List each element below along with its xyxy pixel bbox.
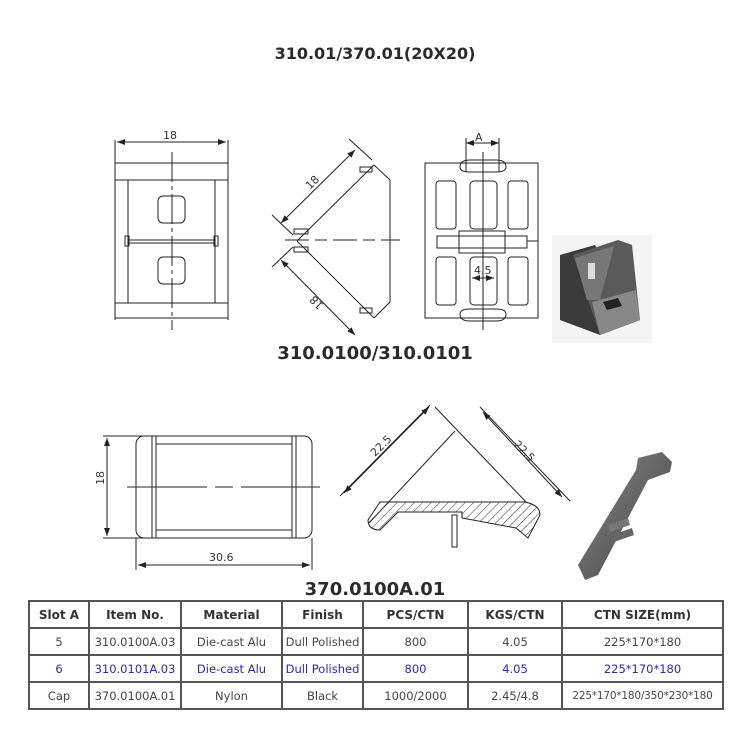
dim-cap-left: 22.5 bbox=[367, 432, 395, 460]
header-slot-a: Slot A bbox=[29, 601, 89, 628]
header-material: Material bbox=[181, 601, 282, 628]
cell-kgs: 4.05 bbox=[468, 655, 562, 682]
dim-side-bottom: 18 bbox=[307, 292, 327, 312]
cell-ctn-size: 225*170*180/350*230*180 bbox=[562, 682, 723, 709]
cell-kgs: 4.05 bbox=[468, 628, 562, 655]
dim-slot-a: A bbox=[475, 131, 483, 144]
page-title: 310.01/370.01(20X20) bbox=[274, 44, 476, 63]
dim-side-top: 18 bbox=[302, 173, 323, 193]
top-view-drawing bbox=[425, 138, 538, 330]
table-row bbox=[29, 682, 723, 709]
cell-material: Nylon bbox=[181, 682, 282, 709]
bracket-photo bbox=[552, 235, 652, 343]
cell-item-no: 370.0100A.01 bbox=[89, 682, 181, 709]
header-ctn-size: CTN SIZE(mm) bbox=[562, 601, 723, 628]
table-row bbox=[29, 655, 723, 682]
header-pcs-ctn: PCS/CTN bbox=[363, 601, 468, 628]
bracket-title: 310.0100/310.0101 bbox=[277, 343, 473, 364]
cell-ctn-size: 225*170*180 bbox=[562, 655, 723, 682]
cell-pcs: 800 bbox=[363, 628, 468, 655]
cell-pcs: 800 bbox=[363, 655, 468, 682]
spec-table bbox=[28, 600, 724, 710]
cell-slot: 5 bbox=[29, 628, 89, 655]
table-row bbox=[29, 628, 723, 655]
dim-cap-length: 30.6 bbox=[209, 551, 234, 564]
cell-slot: 6 bbox=[29, 655, 89, 682]
header-kgs-ctn: KGS/CTN bbox=[468, 601, 562, 628]
cell-material: Die-cast Alu bbox=[181, 655, 282, 682]
cell-pcs: 1000/2000 bbox=[363, 682, 468, 709]
cap-title: 370.0100A.01 bbox=[304, 579, 446, 600]
cell-kgs: 2.45/4.8 bbox=[468, 682, 562, 709]
table-header-row bbox=[29, 601, 723, 628]
cell-item-no: 310.0101A.03 bbox=[89, 655, 181, 682]
cell-item-no: 310.0100A.03 bbox=[89, 628, 181, 655]
cell-material: Die-cast Alu bbox=[181, 628, 282, 655]
front-view-drawing bbox=[115, 140, 228, 330]
dim-hole: 4.5 bbox=[474, 264, 492, 277]
header-item-no: Item No. bbox=[89, 601, 181, 628]
dim-width: 18 bbox=[163, 129, 177, 142]
side-view-drawing bbox=[272, 139, 400, 335]
header-finish: Finish bbox=[282, 601, 363, 628]
cap-top-view-drawing bbox=[103, 436, 320, 570]
cell-finish: Black bbox=[282, 682, 363, 709]
cap-side-view-drawing bbox=[340, 405, 570, 547]
cell-ctn-size: 225*170*180 bbox=[562, 628, 723, 655]
cap-photo bbox=[578, 452, 672, 580]
dim-cap-right: 22.5 bbox=[510, 437, 538, 465]
cell-finish: Dull Polished bbox=[282, 628, 363, 655]
cell-finish: Dull Polished bbox=[282, 655, 363, 682]
cell-slot: Cap bbox=[29, 682, 89, 709]
dim-cap-height: 18 bbox=[94, 471, 107, 485]
